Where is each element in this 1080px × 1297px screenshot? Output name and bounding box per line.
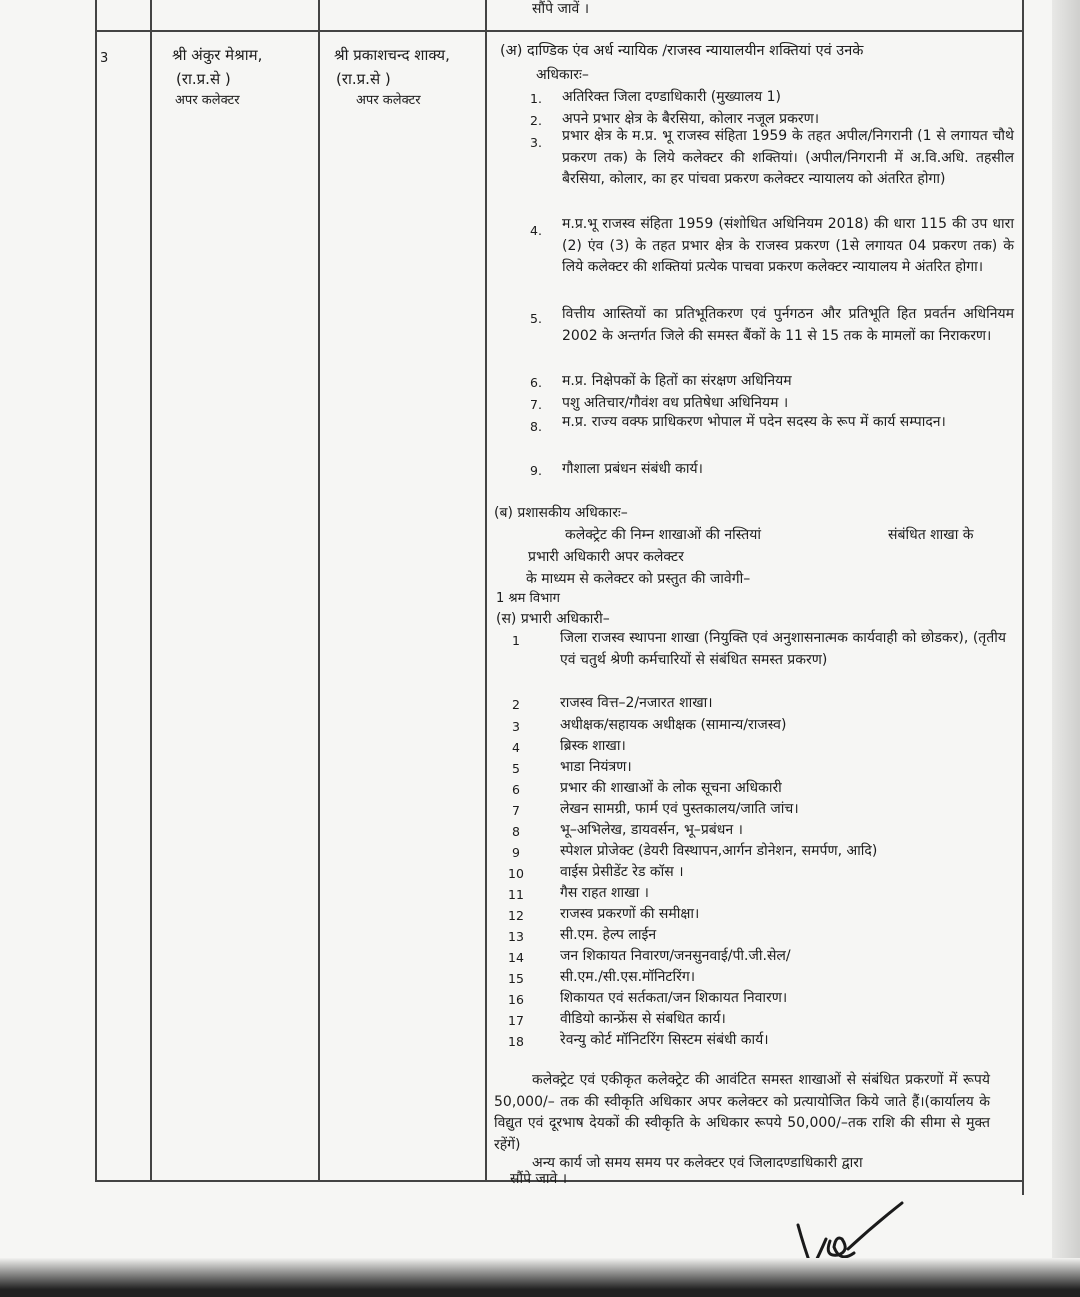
section-a-item-number: 2.: [530, 113, 542, 128]
other-work-line: अन्य कार्य जो समय समय पर कलेक्टर एवं जिलादण्डाधिकारी द्वारा: [532, 1155, 863, 1171]
section-c-item: जिला राजस्व स्थापना शाखा (नियुक्ति एवं अनुशासनात्मक कार्यवाही को छोडकर), (तृतीय एवं चतुर्थ श्रेणी कर्मचारियों से संबंधित समस्त प्रकरण): [560, 630, 1006, 668]
section-c-item-number: 15: [508, 971, 524, 986]
section-c-item: जन शिकायत निवारण/जनसुनवाई/पी.जी.सेल/: [560, 948, 791, 964]
section-c-item: शिकायत एवं सर्तकता/जन शिकायत निवारण।: [560, 990, 788, 1006]
section-c-item: गैस राहत शाखा ।: [560, 885, 649, 901]
section-a-item-number: 1.: [530, 91, 542, 106]
section-a-item: अतिरिक्त जिला दण्डाधिकारी (मुख्यालय 1): [562, 89, 781, 105]
section-c-item-number: 10: [508, 866, 524, 881]
section-c-item-number: 2: [512, 697, 520, 712]
section-a-item-number: 8.: [530, 419, 542, 434]
section-c-item: सी.एम./सी.एस.मॉनिटरिंग।: [560, 969, 696, 985]
section-a-item: गौशाला प्रबंधन संबंधी कार्य।: [562, 461, 703, 477]
section-c-item: राजस्व वित्त–2/नजारत शाखा।: [560, 695, 713, 711]
section-c-item-number: 4: [512, 740, 520, 755]
section-c-item: भाडा नियंत्रण।: [560, 759, 632, 775]
section-a-item-number: 3.: [530, 135, 542, 150]
section-a-item-number: 9.: [530, 463, 542, 478]
section-c-item: सी.एम. हेल्प लाईन: [560, 927, 657, 943]
section-c-item: लेखन सामग्री, फार्म एवं पुस्तकालय/जाति जांच।: [560, 801, 799, 817]
substitute-officer-name: श्री प्रकाशचन्द शाक्य,: [334, 46, 450, 64]
table-border-right: [1022, 0, 1024, 1195]
section-b-text-right: संबंधित शाखा के: [888, 527, 974, 543]
officer-name: श्री अंकुर मेश्राम,: [172, 46, 263, 64]
section-c-item-number: 17: [508, 1013, 524, 1028]
table-divider-3: [485, 0, 487, 1180]
section-c-item-number: 18: [508, 1034, 524, 1049]
section-a-item: म.प्र. निक्षेपकों के हितों का संरक्षण अधिनियम: [562, 373, 792, 389]
substitute-officer-service: (रा.प्र.से ): [336, 70, 391, 88]
section-c-item-number: 1: [512, 633, 520, 648]
section-c-item-number: 5: [512, 761, 520, 776]
section-c-item-number: 12: [508, 908, 524, 923]
section-a-item-number: 6.: [530, 375, 542, 390]
section-a-item: म.प्र. राज्य वक्फ प्राधिकरण भोपाल में पदेन सदस्य के रूप में कार्य सम्पादन।: [562, 414, 946, 430]
section-a-item: वित्तीय आस्तियों का प्रतिभूतिकरण एवं पुर्नगठन और प्रतिभूति हित प्रवर्तन अधिनियम 2002 के अन्तर्गत जिले की समस्त बैंकों के 11 से 15 तक के मामलों का निराकरण।: [562, 306, 1014, 344]
table-divider-1: [150, 0, 152, 1180]
section-b-text: के माध्यम से कलेक्टर को प्रस्तुत की जावेगी–: [526, 571, 751, 587]
section-c-item: रेवन्यु कोर्ट मॉनिटरिंग सिस्टम संबंधी कार्य।: [560, 1032, 769, 1048]
row-separator: [95, 30, 1023, 32]
section-a-item-number: 5.: [530, 311, 542, 326]
row-serial-number: 3: [100, 51, 109, 66]
closing-paragraph: कलेक्ट्रेट एवं एकीकृत कलेक्ट्रेट की आवंटित समस्त शाखाओं से संबंधित प्रकरणों में रूपये 50,000/– तक की स्वीकृति अधिकार अपर कलेक्टर को प्रत्यायोजित किये जाते हैं।(कार्यालय के विद्युत एवं दूरभाष देयकों की स्वीकृति के अधिकार रूपये 50,000/–तक राशि की सीमा से मुक्त रहेंगें): [494, 1072, 990, 1153]
previous-row-continuation: सौंपे जावें ।: [532, 1, 590, 17]
section-c-item-number: 16: [508, 992, 524, 1007]
section-b-text: कलेक्ट्रेट की निम्न शाखाओं की नस्तियां: [565, 527, 761, 543]
section-c-item: ब्रिस्क शाखा।: [560, 738, 626, 754]
section-c-item: स्पेशल प्रोजेक्ट (डेयरी विस्थापन,आर्गन डोनेशन, समर्पण, आदि): [560, 843, 878, 859]
officer-service: (रा.प्र.से ): [176, 70, 231, 88]
section-a-item: प्रभार क्षेत्र के म.प्र. भू राजस्व संहिता 1959 के तहत अपील/निगरानी (1 से लगायत चौथे प्रकरण तक) के लिये कलेक्टर की शक्तियां। (अपील/निगरानी में अ.वि.अधि. तहसील बैरसिया, कोलार, का हर पांचवा प्रकरण कलेक्टर न्यायालय को अंतरित होगा): [562, 128, 1014, 187]
officer-post: अपर कलेक्टर: [175, 93, 240, 108]
section-b-text: प्रभारी अधिकारी अपर कलेक्टर: [528, 549, 684, 565]
page-bottom-shadow: [0, 1258, 1080, 1297]
section-a-item-number: 4.: [530, 223, 542, 238]
section-a-heading-continued: अधिकारः–: [536, 67, 589, 83]
section-c-item: वाईस प्रेसीडेंट रेड कॉस ।: [560, 864, 684, 880]
section-b-heading: (ब) प्रशासकीय अधिकारः–: [494, 505, 628, 521]
section-a-heading: (अ) दाण्डिक एंव अर्ध न्यायिक /राजस्व न्यायालयीन शक्तियां एवं उनके: [500, 43, 864, 59]
section-c-item: वीडियो कान्फ्रेंस से संबधित कार्य।: [560, 1011, 726, 1027]
section-c-item: अधीक्षक/सहायक अधीक्षक (सामान्य/राजस्व): [560, 717, 787, 733]
section-b-item: 1 श्रम विभाग: [496, 591, 560, 606]
section-c-item: प्रभार की शाखाओं के लोक सूचना अधिकारी: [560, 780, 782, 796]
section-a-item: पशु अतिचार/गौवंश वध प्रतिषेधा अधिनियम ।: [562, 395, 789, 411]
section-c-item-number: 9: [512, 845, 520, 860]
section-c-item-number: 13: [508, 929, 524, 944]
section-c-heading: (स) प्रभारी अधिकारी–: [496, 611, 610, 627]
section-c-item-number: 14: [508, 950, 524, 965]
section-c-item: भू–अभिलेख, डायवर्सन, भू–प्रबंधन ।: [560, 822, 743, 838]
section-c-item: राजस्व प्रकरणों की समीक्षा।: [560, 906, 700, 922]
substitute-officer-post: अपर कलेक्टर: [356, 93, 421, 108]
section-c-item-number: 11: [508, 887, 524, 902]
section-a-item-number: 7.: [530, 397, 542, 412]
table-divider-2: [318, 0, 320, 1180]
section-c-item-number: 3: [512, 719, 520, 734]
section-a-item: म.प्र.भू राजस्व संहिता 1959 (संशोधित अधिनियम 2018) की धारा 115 की उप धारा (2) एंव (3) के तहत प्रभार क्षेत्र के राजस्व प्रकरण (1से लगायत 04 प्रकरण तक) के लिये कलेक्टर की शक्तियां प्रत्येक पाचवा प्रकरण कलेक्टर न्यायालय मे अंतरित होगा।: [562, 216, 1014, 275]
page-edge-shadow: [1052, 0, 1080, 1297]
section-a-item: अपने प्रभार क्षेत्र के बैरसिया, कोलार नजूल प्रकरण।: [562, 111, 819, 127]
section-c-item-number: 6: [512, 782, 520, 797]
section-c-item-number: 8: [512, 824, 520, 839]
section-c-item-number: 7: [512, 803, 520, 818]
other-work-line-end: सौंपे जावे ।: [510, 1171, 568, 1187]
table-border-left: [95, 0, 97, 1180]
